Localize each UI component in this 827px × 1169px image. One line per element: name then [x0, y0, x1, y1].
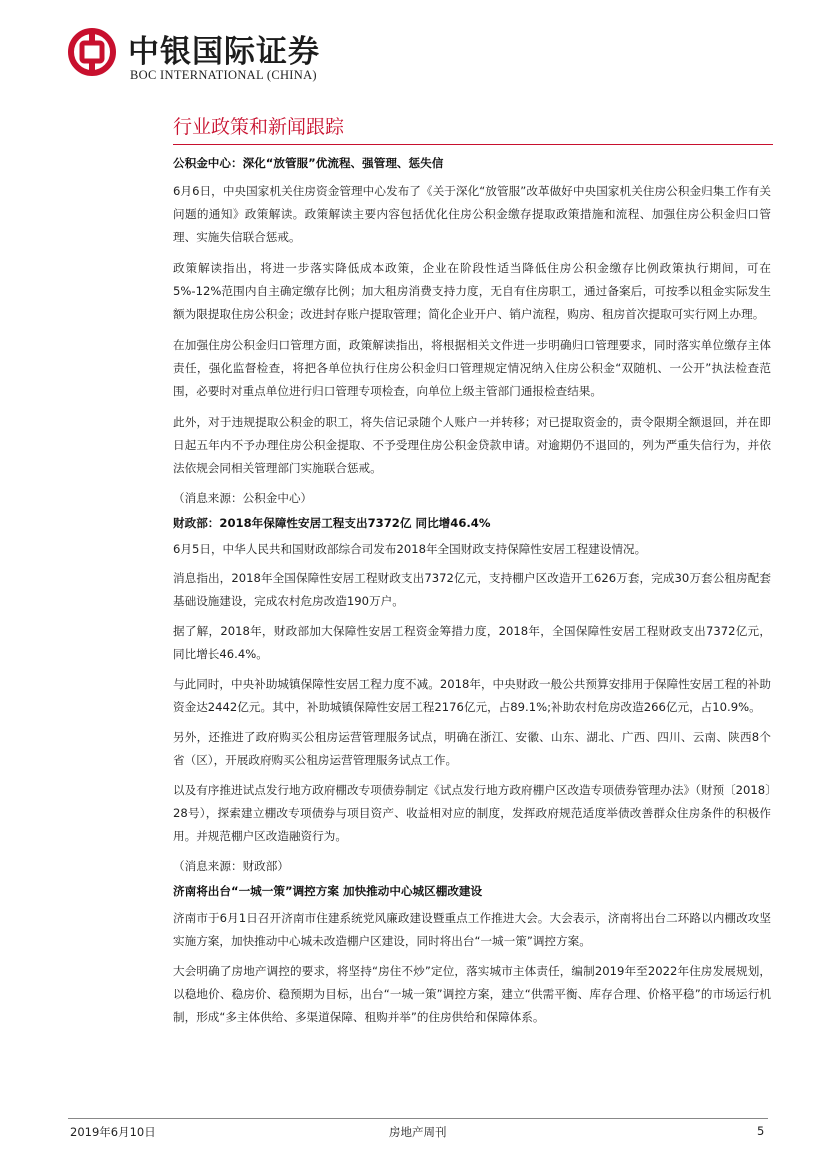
page-number: 5 [757, 1124, 765, 1138]
brand-name-en: BOC INTERNATIONAL (CHINA) [130, 68, 317, 82]
footer-publication: 房地产周刊 [389, 1125, 447, 1139]
news-paragraph: 6月5日，中华人民共和国财政部综合司发布2018年全国财政支持保障性安居工程建设情况。 [173, 542, 647, 556]
news-paragraph: 6月6日，中央国家机关住房资金管理中心发布了《关于深化“放管服”改革做好中央国家机关住房公积金归集工作有关问题的通知》政策解读。政策解读主要内容包括优化住房公积金缴存提取政策措施和流程、加强住房公积金归口管理、实施失信联合惩戒。 [173, 184, 771, 244]
news-item [173, 881, 771, 1029]
title-divider [173, 144, 773, 145]
news-source: （消息来源：财政部） [173, 859, 289, 873]
news-heading: 财政部：2018年保障性安居工程支出7372亿 同比增46.4% [173, 516, 491, 530]
news-item [173, 153, 771, 509]
article-content [173, 152, 771, 1029]
brand-name-cn: 中银国际证券 [128, 34, 320, 70]
footer-date: 2019年6月10日 [70, 1125, 156, 1139]
news-heading: 济南将出台“一城一策”调控方案 加快推动中心城区棚改建设 [173, 884, 483, 898]
news-paragraph: 在加强住房公积金归口管理方面，政策解读指出，将根据相关文件进一步明确归口管理要求，同时落实单位缴存主体责任，强化监督检查，将把各单位执行住房公积金归口管理规定情况纳入住房公积金“双随机、一公开”执法检查范围，必要时对重点单位进行归口管理专项检查，向单位上级主管部门通报检查结果。 [173, 338, 771, 398]
news-item [173, 513, 771, 877]
news-paragraph: 与此同时，中央补助城镇保障性安居工程力度不减。2018年，中央财政一般公共预算安排用于保障性安居工程的补助资金达2442亿元。其中，补助城镇保障性安居工程2176亿元，占89.1%;补助农村危房改造266亿元，占10.9%。 [173, 677, 771, 714]
boc-logo-icon [68, 28, 116, 76]
news-paragraph: 济南市于6月1日召开济南市住建系统党风廉政建设暨重点工作推进大会。大会表示，济南将出台二环路以内棚改攻坚实施方案，加快推动中心城未改造棚户区建设，同时将出台“一城一策”调控方案。 [173, 911, 771, 948]
footer-divider [68, 1118, 768, 1119]
news-paragraph: 大会明确了房地产调控的要求，将坚持“房住不炒”定位，落实城市主体责任，编制2019年至2022年住房发展规划，以稳地价、稳房价、稳预期为目标，出台“一城一策”调控方案，建立“供需平衡、库存合理、价格平稳”的市场运行机制，形成“多主体供给、多渠道保障、租购并举”的住房供给和保障体系。 [173, 964, 771, 1024]
section-title: 行业政策和新闻跟踪 [173, 116, 345, 138]
news-paragraph: 据了解，2018年，财政部加大保障性安居工程资金筹措力度，2018年，全国保障性安居工程财政支出7372亿元，同比增长46.4%。 [173, 624, 771, 661]
news-paragraph: 政策解读指出，将进一步落实降低成本政策，企业在阶段性适当降低住房公积金缴存比例政策执行期间，可在5%-12%范围内自主确定缴存比例；加大租房消费支持力度，无自有住房职工，通过备案后，可按季以租金实际发生额为限提取住房公积金；改进封存账户提取管理；简化企业开户、销户流程，购房、租房首次提取可实行网上办理。 [173, 261, 771, 321]
news-paragraph: 以及有序推进试点发行地方政府棚改专项债券制定《试点发行地方政府棚户区改造专项债券管理办法》（财预〔2018〕28号），探索建立棚改专项债券与项目资产、收益相对应的制度，发挥政府规范适度举债改善群众住房条件的积极作用。并规范棚户区改造融资行为。 [173, 783, 771, 843]
news-paragraph: 消息指出，2018年全国保障性安居工程财政支出7372亿元，支持棚户区改造开工626万套，完成30万套公租房配套基础设施建设，完成农村危房改造190万户。 [173, 571, 771, 608]
news-source: （消息来源：公积金中心） [173, 491, 313, 505]
news-paragraph: 另外，还推进了政府购买公租房运营管理服务试点，明确在浙江、安徽、山东、湖北、广西、四川、云南、陕西8个省（区），开展政府购买公租房运营管理服务试点工作。 [173, 730, 771, 767]
news-paragraph: 此外，对于违规提取公积金的职工，将失信记录随个人账户一并转移；对已提取资金的，责令限期全额退回，并在即日起五年内不予办理住房公积金提取、不予受理住房公积金贷款申请。对逾期仍不退回的，列为严重失信行为，并依法依规会同相关管理部门实施联合惩戒。 [173, 415, 771, 475]
news-heading: 公积金中心：深化“放管服”优流程、强管理、惩失信 [173, 156, 444, 170]
